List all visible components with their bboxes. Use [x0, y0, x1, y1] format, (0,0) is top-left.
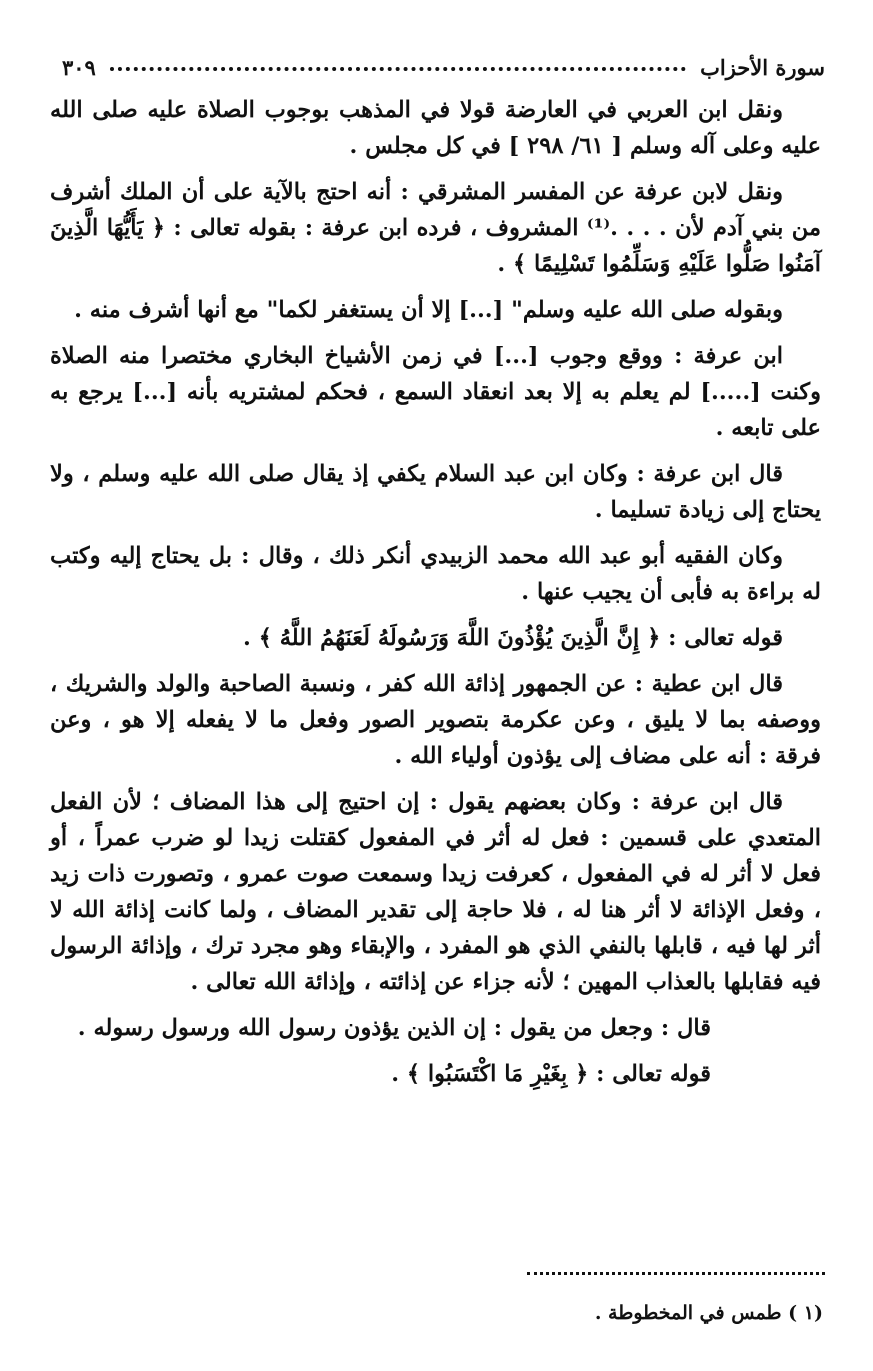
footnote: (١ ) طمس في المخطوطة . [594, 1302, 823, 1324]
header-dotted-leader [110, 67, 686, 71]
paragraph: ونقل ابن العربي في العارضة قولا في المذهب بوجوب الصلاة عليه صلى الله عليه وعلى آله وسلم [ ٦١/ ٢٩٨ ] في كل مجلس . [50, 97, 821, 159]
page-header [62, 50, 825, 84]
paragraph: قال ابن عرفة : وكان ابن عبد السلام يكفي إذ يقال صلى الله عليه وسلم ، ولا يحتاج إلى زيادة تسليما . [50, 461, 821, 523]
paragraph: قوله تعالى : ﴿ بِغَيْرِ مَا اكْتَسَبُوا ﴾ . [391, 1061, 711, 1087]
footnote-separator [527, 1272, 825, 1275]
paragraph: قال : وجعل من يقول : إن الذين يؤذون رسول الله ورسول رسوله . [77, 1015, 711, 1041]
main-text [50, 92, 821, 1102]
paragraph: ابن عرفة : ووقع وجوب [...] في زمن الأشياخ البخاري مختصرا منه الصلاة وكنت [.....] لم يعلم به إلا بعد انعقاد السمع ، فحكم لمشتريه بأنه [...] يرجع به على تابعه . [50, 343, 821, 441]
paragraph: ونقل لابن عرفة عن المفسر المشرقي : أنه احتج بالآية على أن الملك أشرف من بني آدم لأن . . . .⁽¹⁾ المشروف ، فرده ابن عرفة : بقوله تعالى : ﴿ يَأَيُّهَا الَّذِينَ آمَنُوا صَلُّوا عَلَيْهِ وَسَلِّمُوا تَسْلِيمًا ﴾ . [50, 179, 821, 277]
surah-title: سورة الأحزاب [700, 54, 825, 80]
paragraph: قال ابن عرفة : وكان بعضهم يقول : إن احتيج إلى هذا المضاف ؛ لأن الفعل المتعدي على قسمين : فعل له أثر في المفعول كقتلت زيدا لو ضرب عمراً ، أو فعل لا أثر له في المفعول ، كعرفت زيدا وسمعت صوت عمرو ، وتصورت ذات زيد ، وفعل الإذائة لا أثر هنا له ، فلا حاجة إلى تقدير المضاف ، ولما كانت إذائة الله لا أثر لها فيه ، قابلها بالنفي الذي هو المفرد ، والإبقاء وهو مجرد ترك ، وإذائة الرسول فيه فقابلها بالعذاب المهين ؛ لأنه جزاء عن إذائته ، وإذائة الله تعالى . [50, 789, 821, 995]
paragraph: قوله تعالى : ﴿ إِنَّ الَّذِينَ يُؤْذُونَ اللَّهَ وَرَسُولَهُ لَعَنَهُمُ اللَّهُ ﴾ . [243, 625, 783, 651]
page-number: ٣٠٩ [62, 54, 96, 80]
paragraph: وكان الفقيه أبو عبد الله محمد الزبيدي أنكر ذلك ، وقال : بل يحتاج إليه وكتب له براءة به فأبى أن يجيب عنها . [50, 543, 821, 605]
paragraph: وبقوله صلى الله عليه وسلم" [...] إلا أن يستغفر لكما" مع أنها أشرف منه . [74, 297, 783, 323]
paragraph: قال ابن عطية : عن الجمهور إذائة الله كفر ، ونسبة الصاحبة والولد والشريك ، ووصفه بما لا يليق ، وعن عكرمة بتصوير الصور وفعل ما لا يفعله إلا هو ، وعن فرقة : أنه على مضاف إلى يؤذون أولياء الله . [50, 671, 821, 769]
